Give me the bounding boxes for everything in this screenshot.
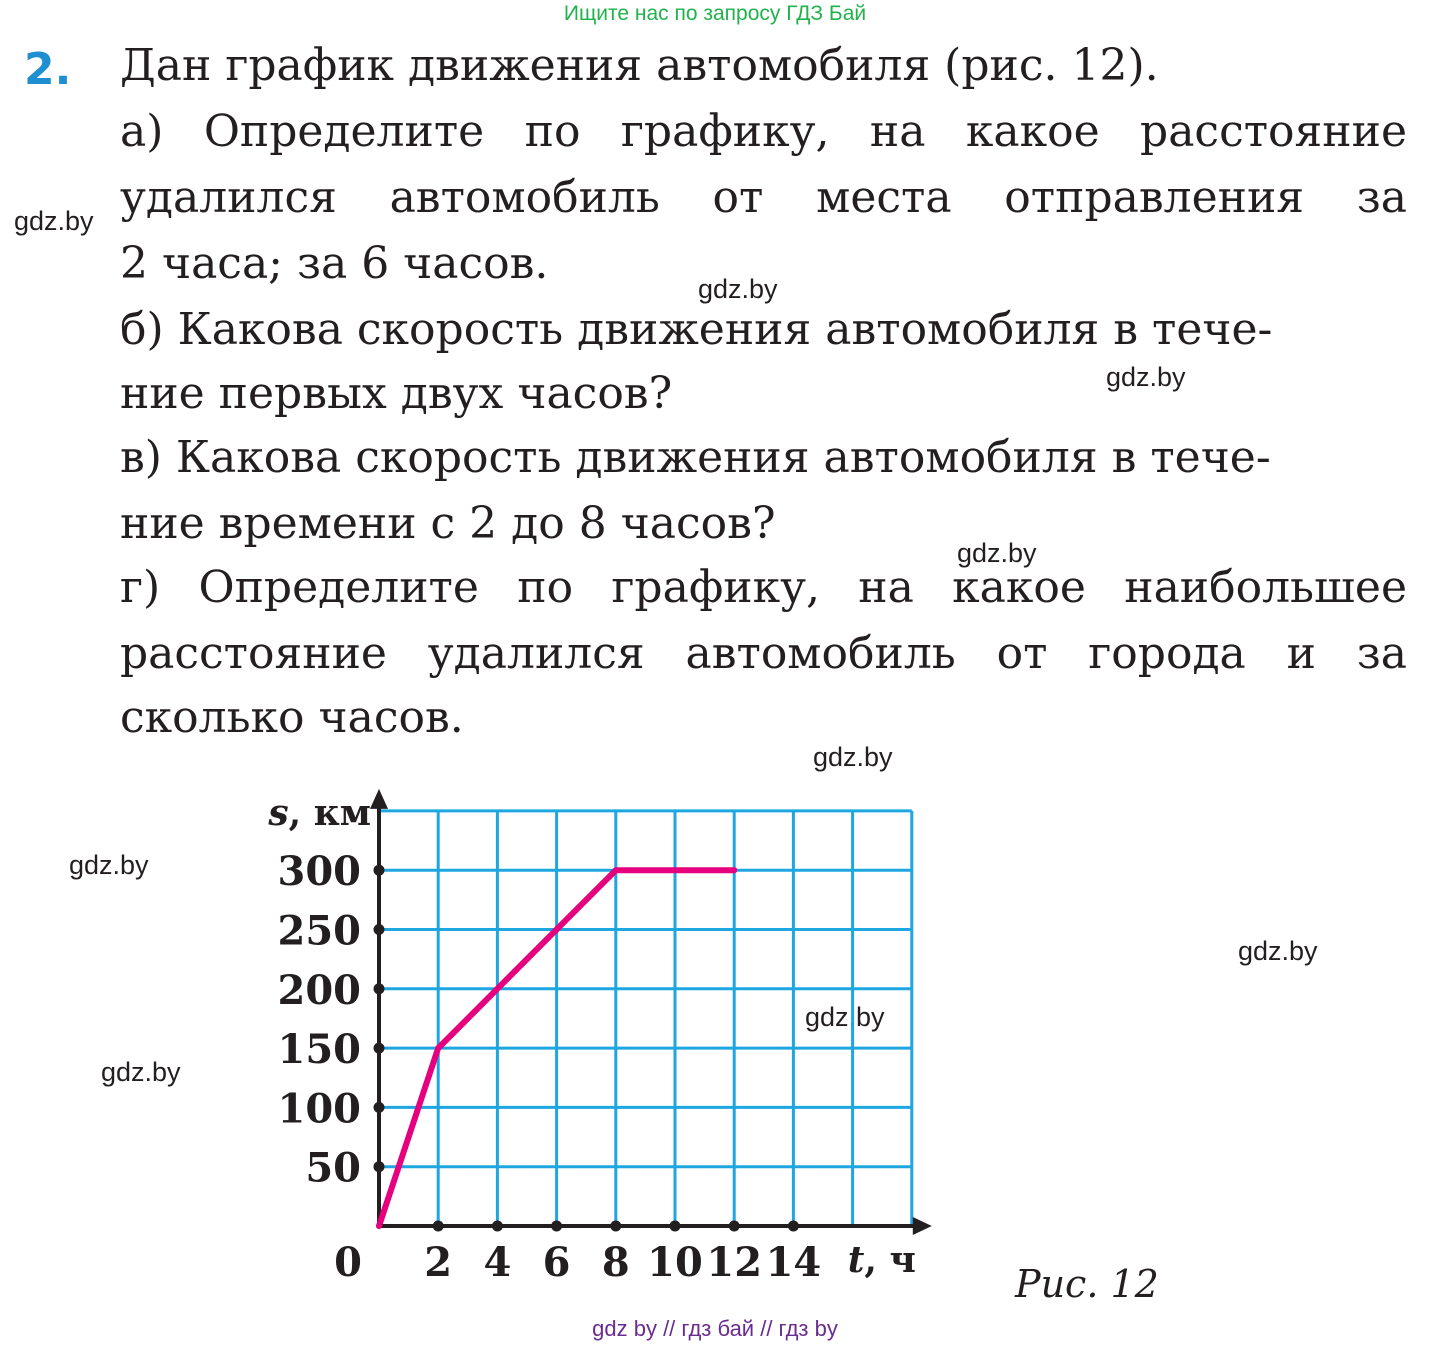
task-line-5: б) Какова скорость движения автомобиля в тече- xyxy=(120,304,1273,355)
watermark: gdz.by xyxy=(69,850,149,880)
x-tick-label: 8 xyxy=(601,1239,630,1286)
footer-links[interactable]: gdz by // гдз бай // гдз by xyxy=(592,1316,838,1341)
task-line-11: сколько часов. xyxy=(120,692,464,743)
y-tick-label: 100 xyxy=(277,1085,361,1133)
y-tick-label: 300 xyxy=(277,848,361,896)
x-axis-arrow xyxy=(913,1217,932,1235)
y-tick-dot xyxy=(374,924,385,935)
x-tick-label: 14 xyxy=(765,1239,822,1286)
watermark: gdz.by xyxy=(101,1057,181,1087)
task-line-6: ние первых двух часов? xyxy=(120,368,673,419)
task-line-3: удалился автомобиль от места отправления за xyxy=(120,172,1407,223)
x-tick-dot xyxy=(788,1221,799,1232)
y-tick-label: 50 xyxy=(305,1144,361,1192)
x-tick-label: 10 xyxy=(647,1239,703,1286)
y-axis-label: s, км xyxy=(268,791,371,834)
x-tick-label: 2 xyxy=(424,1239,453,1286)
task-line-9: г) Определите по графику, на какое наибольшее xyxy=(120,562,1407,613)
watermark: gdz.by xyxy=(813,742,893,772)
x-tick-dot xyxy=(729,1221,740,1232)
search-hint-link[interactable]: Ищите нас по запросу ГДЗ Бай xyxy=(563,2,867,25)
x-tick-label: 4 xyxy=(483,1239,512,1286)
series-point xyxy=(376,1223,382,1229)
y-tick-dot xyxy=(374,1043,385,1054)
watermark: gdz.by xyxy=(14,206,94,236)
task-number: 2. xyxy=(24,44,72,95)
series-point xyxy=(435,1045,441,1051)
x-tick-dot xyxy=(492,1221,503,1232)
x-tick-dot xyxy=(670,1221,681,1232)
y-axis-arrow xyxy=(370,789,388,809)
watermark: gdz.by xyxy=(957,538,1037,568)
y-tick-dot xyxy=(374,865,385,876)
y-tick-label: 250 xyxy=(277,907,361,955)
y-tick-dot xyxy=(374,1161,385,1172)
x-tick-dot xyxy=(610,1221,621,1232)
task-line-1: Дан график движения автомобиля (рис. 12). xyxy=(120,40,1159,91)
watermark: gdz.by xyxy=(1106,362,1186,392)
watermark: gdz.by xyxy=(1238,936,1318,966)
y-tick-label: 150 xyxy=(277,1026,361,1074)
task-line-2: а) Определите по графику, на какое расстояние xyxy=(120,106,1407,157)
series-point xyxy=(731,867,737,873)
series-point xyxy=(613,867,619,873)
x-tick-dot xyxy=(551,1221,562,1232)
x-tick-label: 12 xyxy=(706,1239,763,1286)
y-tick-dot xyxy=(374,1102,385,1113)
x-tick-dot xyxy=(433,1221,444,1232)
origin-label: 0 xyxy=(334,1239,362,1286)
y-tick-dot xyxy=(374,983,385,994)
watermark: gdz.by xyxy=(805,1002,885,1032)
task-line-4: 2 часа; за 6 часов. xyxy=(120,238,549,289)
x-axis-label: t, ч xyxy=(847,1239,916,1281)
task-line-7: в) Какова скорость движения автомобиля в тече- xyxy=(120,432,1271,483)
x-tick-label: 6 xyxy=(542,1239,571,1286)
y-tick-label: 200 xyxy=(277,966,361,1014)
task-line-10: расстояние удалился автомобиль от города и за xyxy=(120,628,1407,679)
figure-caption: Рис. 12 xyxy=(1015,1262,1159,1306)
task-line-8: ние времени с 2 до 8 часов? xyxy=(120,498,776,549)
watermark: gdz.by xyxy=(698,274,778,304)
